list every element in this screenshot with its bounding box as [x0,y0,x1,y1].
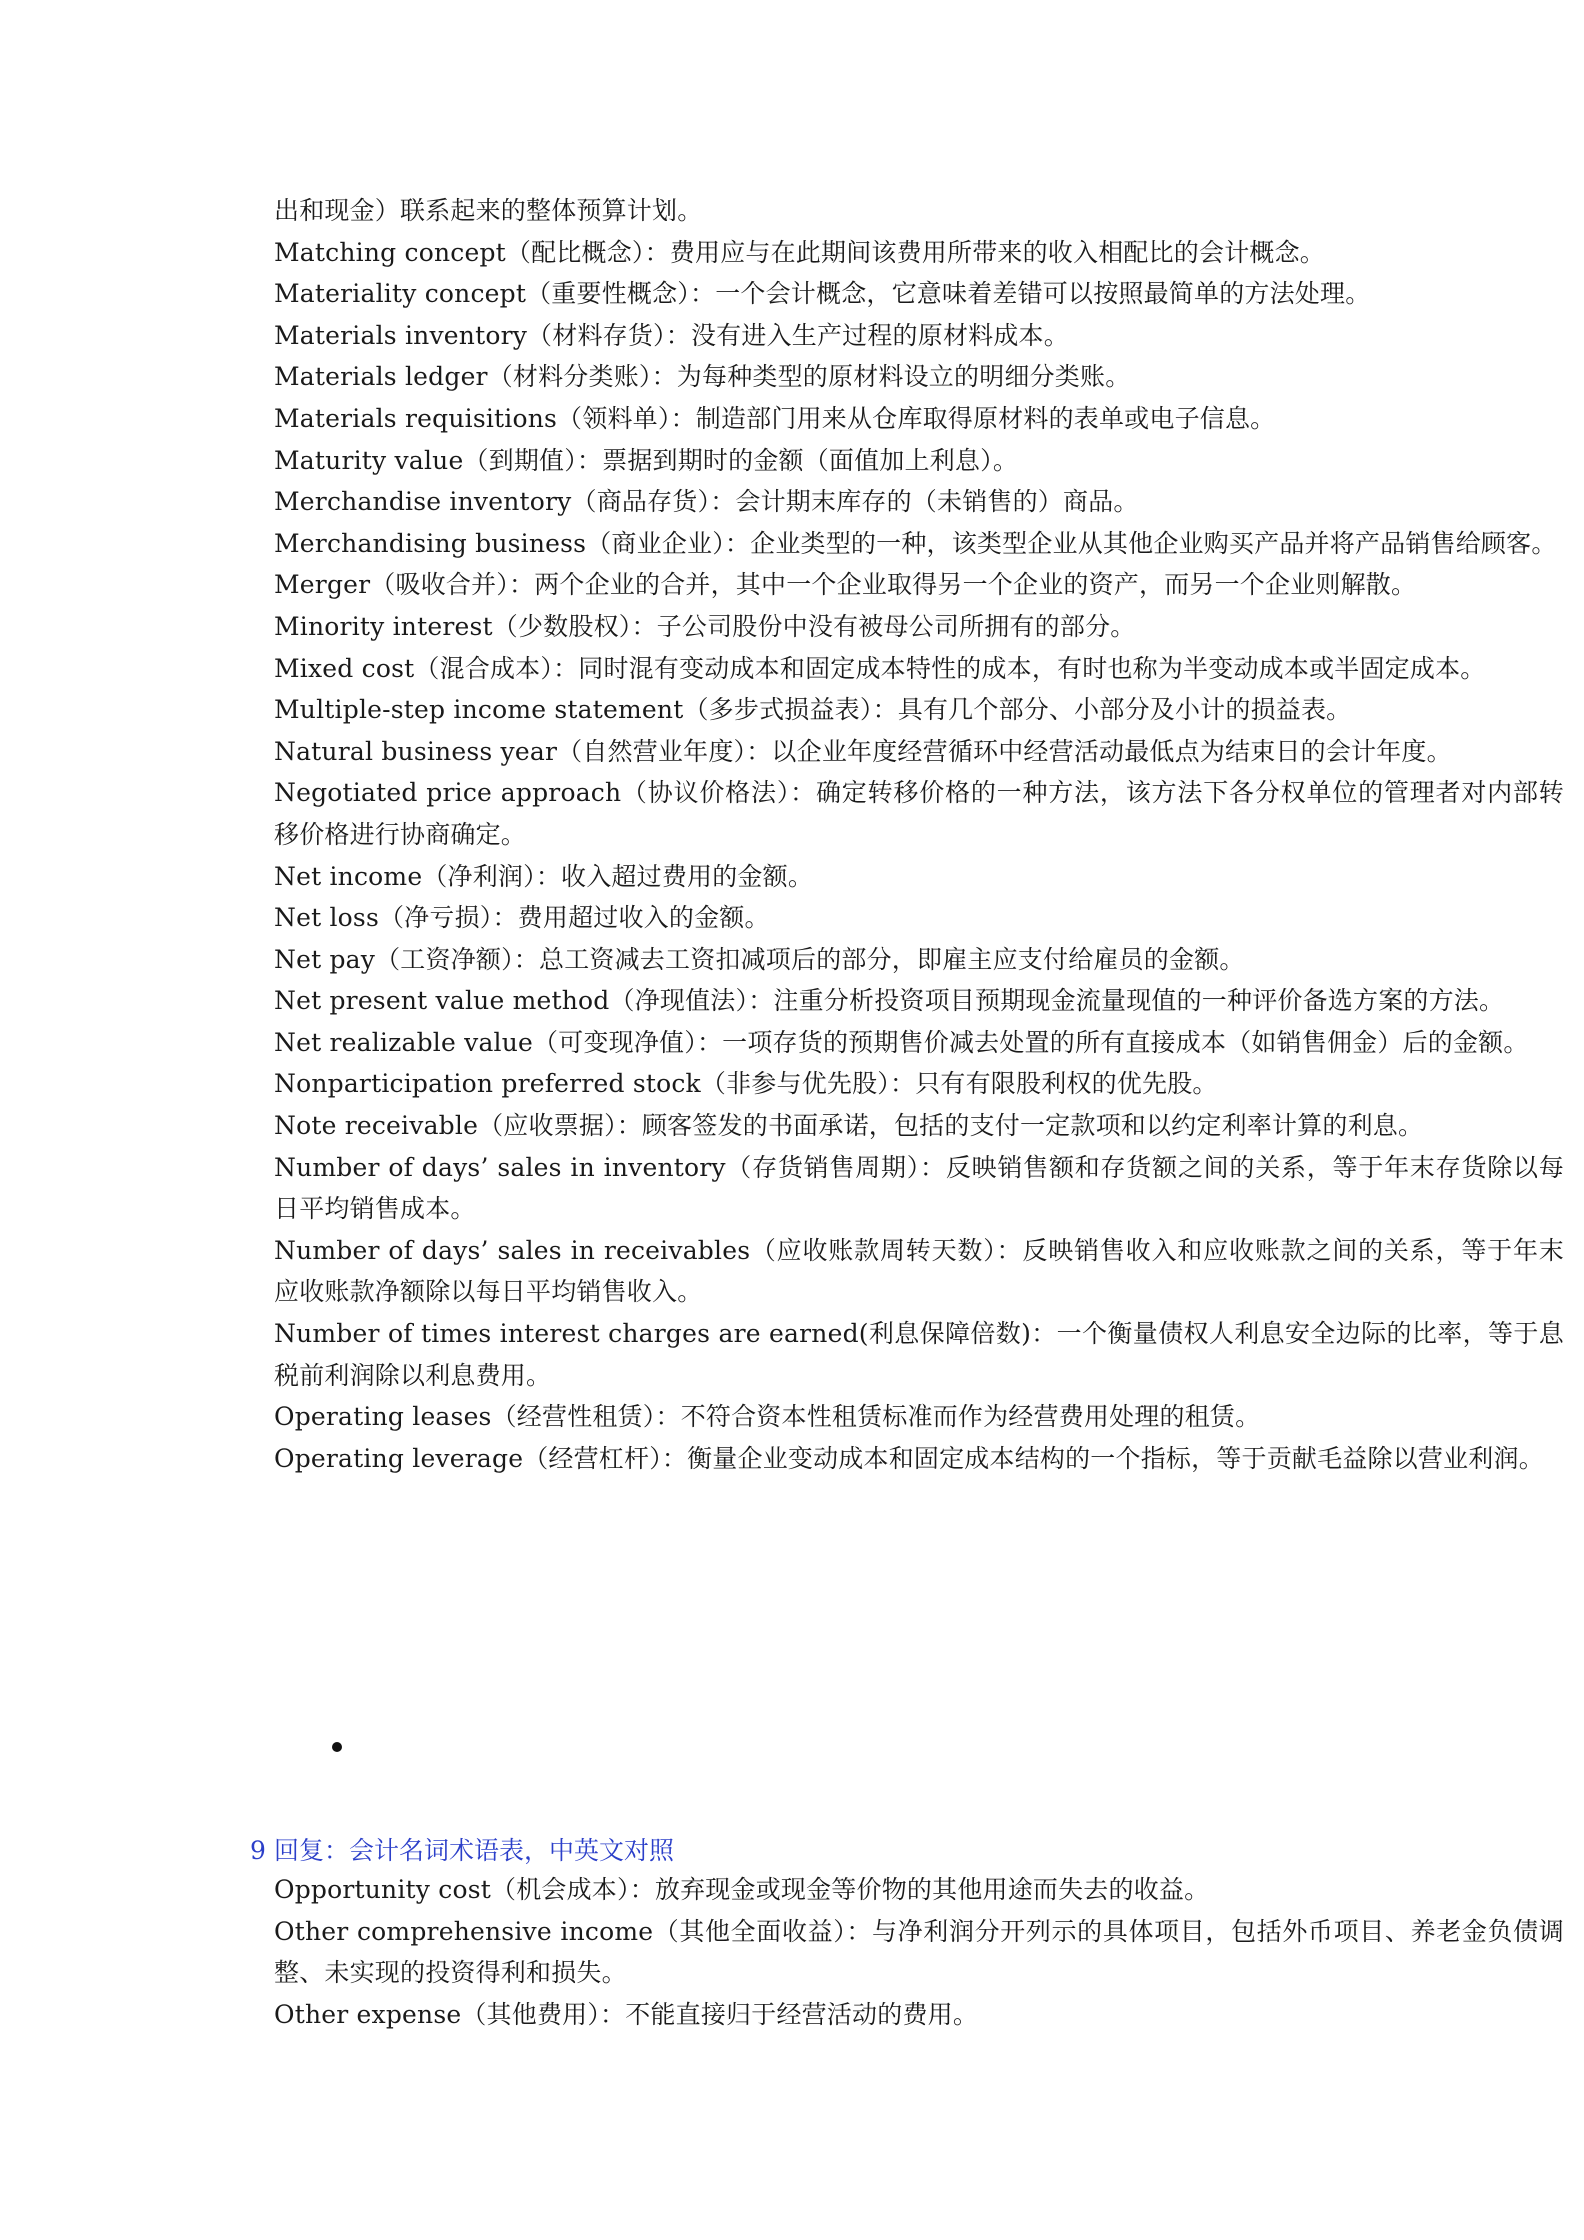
glossary-entry: Materials inventory（材料存货）：没有进入生产过程的原材料成本。 [274,320,1069,350]
glossary-entry: Other comprehensive income（其他全面收益）：与净利润分开列示的具体项目，包括外币项目、养老金负债调整、未实现的投资得利和损失。 [274,1916,1564,1988]
glossary-entry: Number of times interest charges are earned(利息保障倍数)：一个衡量债权人利息安全边际的比率，等于息税前利润除以利息费用。 [274,1319,1564,1390]
bullet-icon [332,1742,342,1752]
glossary-entry: Multiple-step income statement（多步式损益表）：具有几个部分、小部分及小计的损益表。 [274,695,1352,725]
glossary-entry: Merchandise inventory（商品存货）：会计期末库存的（未销售的）商品。 [274,487,1139,517]
glossary-entry: Mixed cost（混合成本）：同时混有变动成本和固定成本特性的成本，有时也称为半变动成本或半固定成本。 [274,653,1486,683]
glossary-entry: Net loss（净亏损）：费用超过收入的金额。 [274,903,770,933]
reply-heading[interactable] [250,1830,674,1872]
glossary-entry: Natural business year（自然营业年度）：以企业年度经营循环中经营活动最低点为结束日的会计年度。 [274,736,1452,766]
glossary-entry: Operating leverage（经营杠杆）：衡量企业变动成本和固定成本结构的一个指标，等于贡献毛益除以营业利润。 [274,1443,1544,1473]
glossary-entry: Merchandising business（商业企业）：企业类型的一种，该类型企业从其他企业购买产品并将产品销售给顾客。 [274,528,1557,558]
glossary-entry: Minority interest（少数股权）：子公司股份中没有被母公司所拥有的部分。 [274,611,1136,641]
glossary-entry: Other expense（其他费用）：不能直接归于经营活动的费用。 [274,1999,979,2029]
reply-number: 9 [250,1836,266,1865]
glossary-entry: 出和现金）联系起来的整体预算计划。 [274,196,703,225]
glossary-entry: Materiality concept（重要性概念）：一个会计概念，它意味着差错可以按照最简单的方法处理。 [274,279,1371,309]
glossary-entry: Matching concept（配比概念）：费用应与在此期间该费用所带来的收入相配比的会计概念。 [274,237,1326,267]
glossary-entry: Number of days’ sales in inventory（存货销售周期）：反映销售额和存货额之间的关系，等于年末存货除以每日平均销售成本。 [274,1152,1564,1224]
glossary-entry: Negotiated price approach（协议价格法）：确定转移价格的一种方法，该方法下各分权单位的管理者对内部转移价格进行协商确定。 [274,778,1564,849]
glossary-entry: Net pay（工资净额）：总工资减去工资扣减项后的部分，即雇主应支付给雇员的金额。 [274,944,1245,974]
glossary-entry: Merger（吸收合并）：两个企业的合并，其中一个企业取得另一个企业的资产，而另一个企业则解散。 [274,570,1417,600]
glossary-entry: Number of days’ sales in receivables（应收账款周转天数）：反映销售收入和应收账款之间的关系，等于年末应收账款净额除以每日平均销售收入。 [274,1235,1564,1307]
glossary-entry: Materials ledger（材料分类账）：为每种类型的原材料设立的明细分类账。 [274,362,1131,392]
glossary-entries [274,190,1564,1479]
glossary-entry: Operating leases（经营性租赁）：不符合资本性租赁标准而作为经营费用处理的租赁。 [274,1402,1261,1432]
reply-title-link[interactable]: 回复：会计名词术语表，中英文对照 [274,1836,675,1865]
glossary-entry: Opportunity cost（机会成本）：放弃现金或现金等价物的其他用途而失去的收益。 [274,1875,1210,1904]
glossary-entry: Net realizable value（可变现净值）：一项存货的预期售价减去处置的所有直接成本（如销售佣金）后的金额。 [274,1027,1529,1057]
glossary-entries-continued [274,1869,1564,2035]
glossary-entry: Maturity value（到期值）：票据到期时的金额（面值加上利息）。 [274,445,1019,475]
glossary-entry: Net income（净利润）：收入超过费用的金额。 [274,861,814,891]
glossary-entry: Nonparticipation preferred stock（非参与优先股）：只有有限股利权的优先股。 [274,1069,1218,1099]
glossary-entry: Note receivable（应收票据）：顾客签发的书面承诺，包括的支付一定款项和以约定利率计算的利息。 [274,1111,1424,1141]
glossary-entry: Net present value method（净现值法）：注重分析投资项目预期现金流量现值的一种评价备选方案的方法。 [274,986,1505,1016]
glossary-entry: Materials requisitions（领料单）：制造部门用来从仓库取得原材料的表单或电子信息。 [274,403,1276,433]
